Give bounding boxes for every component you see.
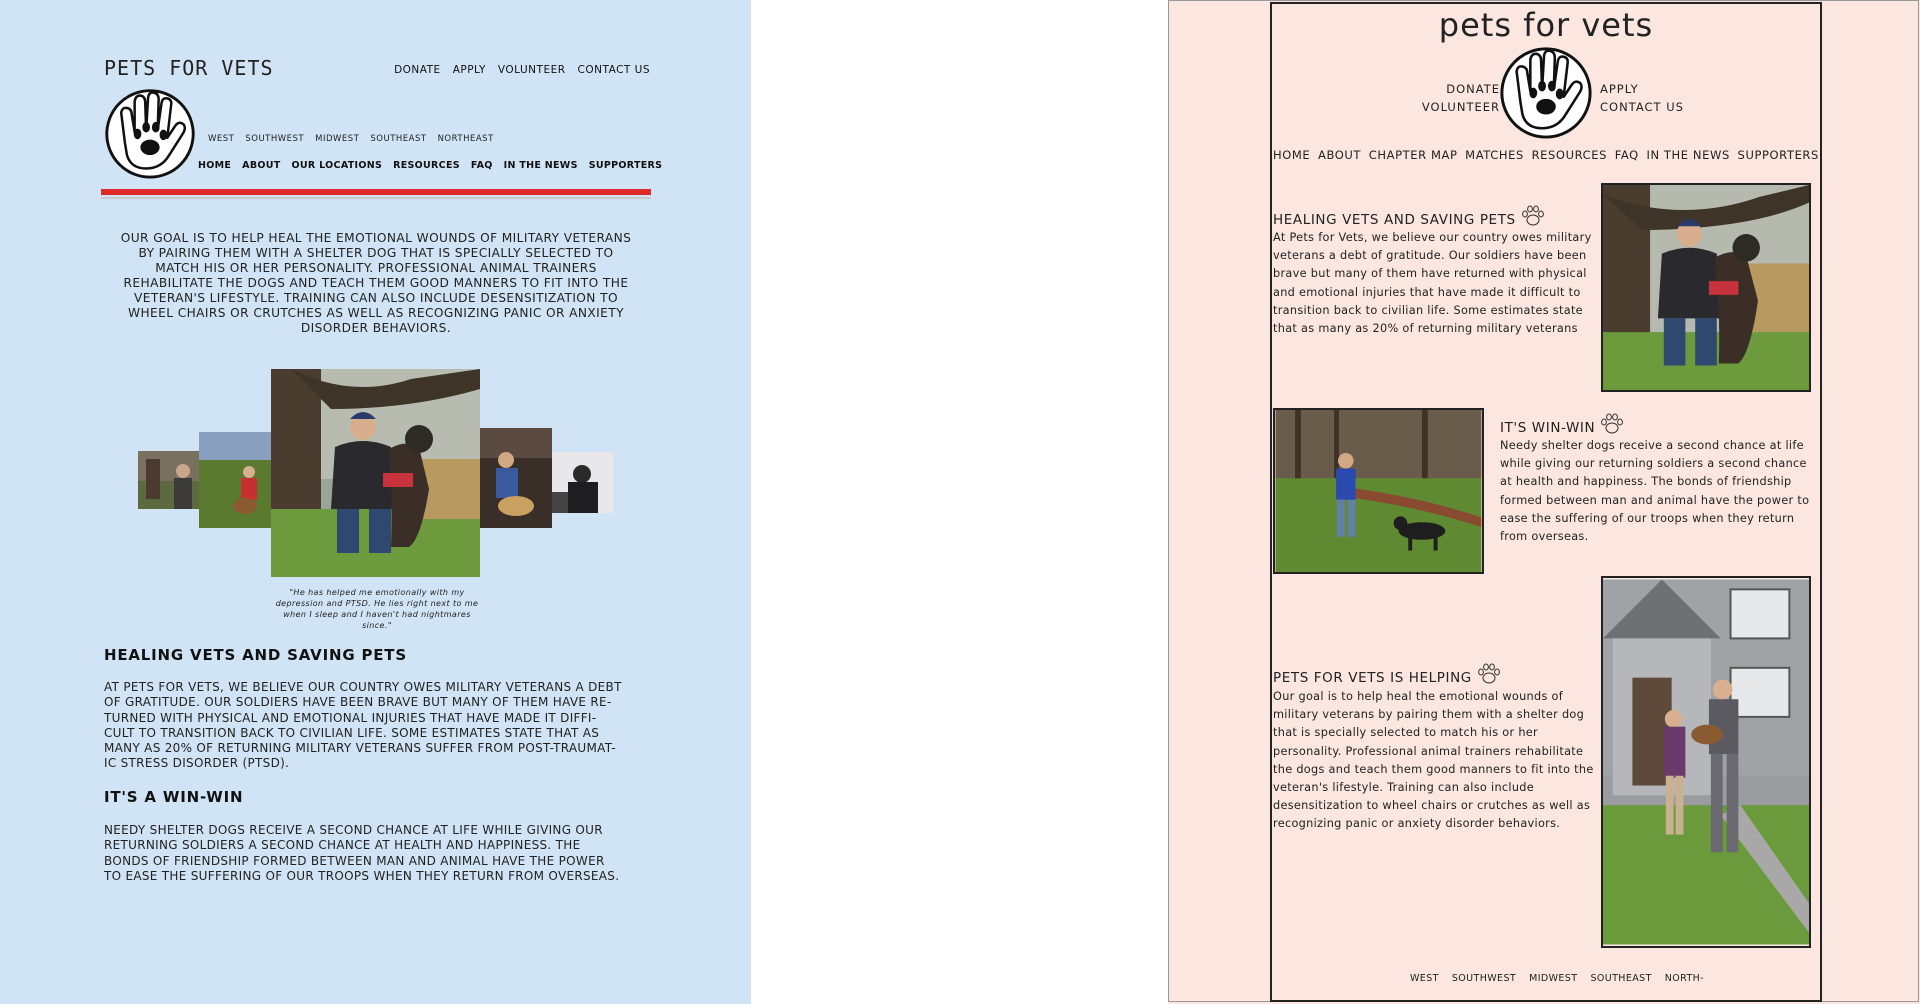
region-southwest[interactable]: SOUTHWEST [1451,973,1517,984]
nav-donate[interactable]: DONATE [394,64,441,76]
nav-home[interactable]: HOME [1273,148,1311,162]
paw-print-icon [1476,662,1502,686]
section-heading-win-win [1500,420,1625,436]
nav-matches[interactable]: MATCHES [1465,148,1524,162]
region-midwest[interactable]: MIDWEST [1529,973,1578,984]
nav-contact-us[interactable]: CONTACT US [1600,100,1684,114]
paw-hand-logo-icon[interactable] [102,84,198,180]
main-nav [198,160,662,171]
section-heading-helping-text: PETS FOR VETS IS HELPING [1273,670,1472,686]
section-text-healing: At Pets for Vets, we believe our country owes military veterans a debt of gratitude. Our soldiers have been brave but many of them have returned with physical and emotional injuries that have made it difficult to transition back to civilian life. Some estimates state that as many as 20% of returning military veterans [1273,231,1592,336]
nav-in-the-news[interactable]: IN THE NEWS [1646,148,1730,162]
nav-chapter-map[interactable]: CHAPTER MAP [1368,148,1458,162]
paw-print-icon [1520,204,1546,228]
region-southwest[interactable]: SOUTHWEST [245,134,305,144]
nav-apply[interactable]: APPLY [1600,82,1639,96]
section-text-win-win: NEEDY SHELTER DOGS RECEIVE A SECOND CHANCE AT LIFE WHILE GIVING OUR RETURNING SOLDIERS A SECOND CHANCE AT HEALTH AND HAPPINESS. THE BONDS OF FRIENDSHIP FORMED BETWEEN MAN AND ANIMAL HAVE THE POWER TO EASE THE SUFFERING OF OUR TROOPS WHEN THEY RETURN FROM OVERSEAS. [104,823,620,883]
paw-print-icon [1599,412,1625,436]
nav-our-locations[interactable]: OUR LOCATIONS [291,160,383,171]
photo-vet-with-dog[interactable] [1601,183,1811,392]
nav-faq[interactable]: FAQ [1614,148,1639,162]
main-nav [1273,148,1819,162]
nav-volunteer[interactable]: VOLUNTEER [497,64,566,76]
region-nav [208,134,494,144]
region-southeast[interactable]: SOUTHEAST [1590,973,1652,984]
carousel-photo-main[interactable] [271,369,480,577]
top-nav [394,64,650,76]
nav-home[interactable]: HOME [198,160,232,171]
section-heading-helping [1273,670,1502,686]
left-website-mockup [0,0,751,1004]
section-text-win-win: Needy shelter dogs receive a second chance at life while giving our returning soldiers a second chance at health and happiness. The bonds of friendship formed between man and animal have the power to ease the suffering of our troops when they return from overseas. [1500,439,1810,544]
footer-region-nav [1410,973,1704,984]
testimonial-quote: "He has helped me emotionally with my depression and PTSD. He lies right next to me when I sleep and I haven't had nightmares since." [275,588,479,630]
photo-couple-with-dog[interactable] [1601,576,1811,948]
nav-apply[interactable]: APPLY [452,64,486,76]
region-southeast[interactable]: SOUTHEAST [370,134,427,144]
section-heading-healing-text: HEALING VETS AND SAVING PETS [1273,212,1516,228]
region-midwest[interactable]: MIDWEST [315,134,360,144]
nav-about[interactable]: ABOUT [1317,148,1362,162]
carousel-photo-2[interactable] [199,432,271,528]
site-brand[interactable]: PETS FOR VETS [104,56,274,80]
nav-resources[interactable]: RESOURCES [393,160,460,171]
region-northeast[interactable]: NORTHEAST [437,134,494,144]
nav-about[interactable]: ABOUT [242,160,281,171]
nav-resources[interactable]: RESOURCES [1531,148,1608,162]
section-heading-win-win-text: IT'S WIN-WIN [1500,420,1596,436]
nav-volunteer[interactable]: VOLUNTEER [1421,100,1500,114]
header-divider-grey [101,197,651,199]
nav-contact-us[interactable]: CONTACT US [577,64,650,76]
region-north[interactable]: NORTH- [1664,973,1705,984]
nav-supporters[interactable]: SUPPORTERS [1737,148,1819,162]
section-text-helping: Our goal is to help heal the emotional wounds of military veterans by pairing them with a shelter dog that is specially selected to match his or her personality. Professional animal trainers rehabilitate the dogs and teach them good manners to fit into the veteran's lifestyle. Training can also include desensitization to wheel chairs or crutches as well as recognizing panic or anxiety disorder behaviors. [1273,690,1594,831]
mission-statement: OUR GOAL IS TO HELP HEAL THE EMOTIONAL WOUNDS OF MILITARY VETERANS BY PAIRING THEM WITH A SHELTER DOG THAT IS SPECIALLY SELECTED TO MATCH HIS OR HER PERSONALITY. PROFESSIONAL ANIMAL TRAINERS REHABILITATE THE DOGS AND TEACH THEM GOOD MANNERS TO FIT INTO THE VETERAN'S LIFESTYLE. TRAINING CAN ALSO INCLUDE DESENSITIZATION TO WHEEL CHAIRS OR CRUTCHES AS WELL AS RECOGNIZING PANIC OR ANXIETY DISORDER BEHAVIORS. [120,231,632,335]
section-text-healing: AT PETS FOR VETS, WE BELIEVE OUR COUNTRY OWES MILITARY VETERANS A DEBT OF GRATITUDE. OUR SOLDIERS HAVE BEEN BRAVE BUT MANY OF THEM HAVE RE-TURNED WITH PHYSICAL AND EMOTIONAL INJURIES THAT HAVE MADE IT DIFFI-CULT TO TRANSITION BACK TO CIVILIAN LIFE. SOME ESTIMATES STATE THAT AS MANY AS 20% OF RETURNING MILITARY VETERANS SUFFER FROM POST-TRAUMAT-IC STRESS DISORDER (PTSD). [104,680,622,771]
carousel-photo-1[interactable] [138,451,200,509]
section-heading-win-win: IT'S A WIN-WIN [104,788,244,806]
region-west[interactable]: WEST [208,134,235,144]
nav-faq[interactable]: FAQ [470,160,493,171]
section-heading-healing [1273,212,1546,228]
section-heading-healing: HEALING VETS AND SAVING PETS [104,646,407,664]
region-west[interactable]: WEST [1410,973,1439,984]
nav-in-the-news[interactable]: IN THE NEWS [503,160,578,171]
nav-right-group [1600,80,1750,116]
paw-hand-logo-icon[interactable] [1497,42,1595,140]
carousel-photo-4[interactable] [480,428,552,528]
nav-left-group [1380,80,1500,116]
photo-vet-playing-with-dog[interactable] [1273,408,1484,574]
nav-supporters[interactable]: SUPPORTERS [588,160,663,171]
nav-donate[interactable]: DONATE [1446,82,1500,96]
site-brand-lowercase[interactable]: pets for vets [1438,6,1654,44]
carousel-photo-5[interactable] [552,452,613,513]
header-divider-red [101,189,651,195]
